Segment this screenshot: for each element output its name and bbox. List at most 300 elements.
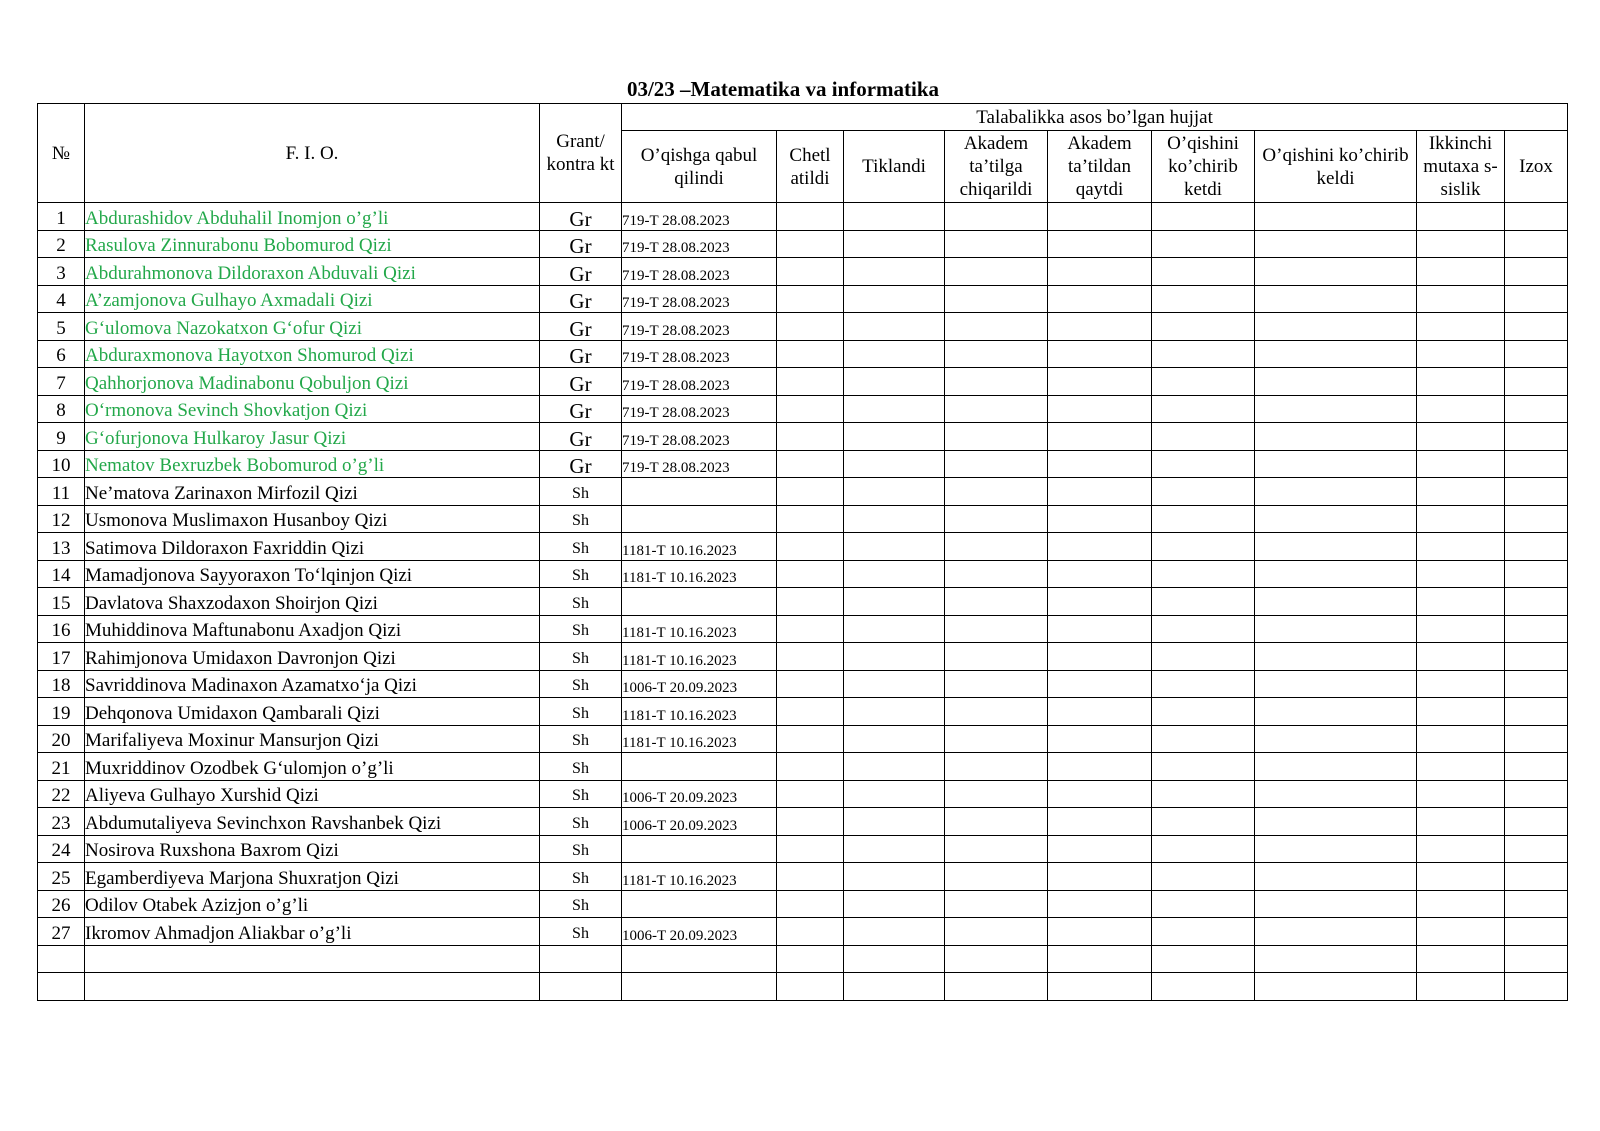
empty-cell [777, 973, 844, 1001]
empty-cell [1152, 670, 1255, 698]
table-row [38, 725, 1568, 753]
empty-cell [1152, 230, 1255, 258]
empty-cell [1417, 423, 1505, 451]
grant-status: Sh [540, 505, 622, 533]
empty-cell [1152, 285, 1255, 313]
empty-cell [1255, 423, 1417, 451]
empty-cell [1152, 890, 1255, 918]
empty-cell [1417, 478, 1505, 506]
grant-status: Gr [540, 285, 622, 313]
table-row [38, 340, 1568, 368]
empty-cell [777, 698, 844, 726]
empty-cell [945, 615, 1048, 643]
row-number: 7 [38, 368, 85, 396]
student-name: Abduraxmonova Hayotxon Shomurod Qizi [85, 340, 540, 368]
student-name: O‘rmonova Sevinch Shovkatjon Qizi [85, 395, 540, 423]
empty-cell [777, 890, 844, 918]
row-number: 4 [38, 285, 85, 313]
empty-cell [945, 395, 1048, 423]
empty-cell [1255, 780, 1417, 808]
empty-cell [1505, 945, 1568, 973]
row-number: 21 [38, 753, 85, 781]
empty-cell [1505, 368, 1568, 396]
header-fio: F. I. O. [85, 104, 540, 203]
row-number: 11 [38, 478, 85, 506]
student-name [85, 973, 540, 1001]
admission-order: 1181-T 10.16.2023 [622, 863, 777, 891]
empty-cell [1152, 588, 1255, 616]
empty-cell [1417, 643, 1505, 671]
empty-cell [1152, 258, 1255, 286]
empty-cell [844, 285, 945, 313]
row-number: 8 [38, 395, 85, 423]
empty-cell [1417, 863, 1505, 891]
empty-cell [945, 670, 1048, 698]
empty-cell [777, 588, 844, 616]
empty-cell [1152, 203, 1255, 231]
grant-status: Gr [540, 450, 622, 478]
row-number: 22 [38, 780, 85, 808]
empty-cell [1417, 340, 1505, 368]
empty-cell [777, 725, 844, 753]
row-number: 9 [38, 423, 85, 451]
empty-cell [1255, 285, 1417, 313]
grant-status: Gr [540, 258, 622, 286]
row-number: 1 [38, 203, 85, 231]
empty-cell [1048, 230, 1152, 258]
empty-cell [1255, 478, 1417, 506]
empty-cell [777, 753, 844, 781]
student-name: Usmonova Muslimaxon Husanboy Qizi [85, 505, 540, 533]
table-row [38, 203, 1568, 231]
empty-cell [844, 753, 945, 781]
grant-status: Sh [540, 863, 622, 891]
table-row [38, 285, 1568, 313]
empty-cell [945, 780, 1048, 808]
empty-cell [1505, 615, 1568, 643]
empty-cell [945, 533, 1048, 561]
empty-cell [1255, 753, 1417, 781]
empty-cell [1505, 835, 1568, 863]
header-expelled: Chetl atildi [777, 131, 844, 203]
student-name: Qahhorjonova Madinabonu Qobuljon Qizi [85, 368, 540, 396]
row-number: 16 [38, 615, 85, 643]
empty-cell [1255, 450, 1417, 478]
admission-order: 719-T 28.08.2023 [622, 230, 777, 258]
student-name: Savriddinova Madinaxon Azamatxo‘ja Qizi [85, 670, 540, 698]
student-name: G‘ofurjonova Hulkaroy Jasur Qizi [85, 423, 540, 451]
student-name: A’zamjonova Gulhayo Axmadali Qizi [85, 285, 540, 313]
empty-cell [1152, 780, 1255, 808]
empty-cell [1152, 643, 1255, 671]
table-row [38, 918, 1568, 946]
empty-cell [1048, 450, 1152, 478]
empty-cell [1255, 368, 1417, 396]
empty-cell [844, 808, 945, 836]
empty-cell [1152, 505, 1255, 533]
empty-cell [844, 340, 945, 368]
grant-status: Sh [540, 615, 622, 643]
empty-cell [945, 505, 1048, 533]
empty-cell [1152, 863, 1255, 891]
empty-cell [1048, 423, 1152, 451]
grant-status: Sh [540, 560, 622, 588]
empty-cell [945, 478, 1048, 506]
empty-cell [1505, 505, 1568, 533]
student-name: Ne’matova Zarinaxon Mirfozil Qizi [85, 478, 540, 506]
empty-cell [777, 313, 844, 341]
empty-cell [844, 368, 945, 396]
empty-cell [945, 313, 1048, 341]
empty-cell [777, 203, 844, 231]
empty-cell [945, 588, 1048, 616]
empty-cell [1505, 423, 1568, 451]
table-row [38, 368, 1568, 396]
grant-status: Sh [540, 725, 622, 753]
admission-order: 1006-T 20.09.2023 [622, 808, 777, 836]
empty-cell [1255, 835, 1417, 863]
empty-cell [1417, 918, 1505, 946]
grant-status: Sh [540, 478, 622, 506]
empty-cell [1505, 395, 1568, 423]
empty-cell [1048, 670, 1152, 698]
empty-cell [1152, 835, 1255, 863]
empty-cell [1255, 945, 1417, 973]
student-name: Abdurahmonova Dildoraxon Abduvali Qizi [85, 258, 540, 286]
grant-status: Sh [540, 753, 622, 781]
empty-cell [1417, 945, 1505, 973]
admission-order: 719-T 28.08.2023 [622, 258, 777, 286]
empty-cell [844, 203, 945, 231]
table-row [38, 533, 1568, 561]
empty-cell [1417, 203, 1505, 231]
empty-cell [1152, 945, 1255, 973]
empty-cell [844, 615, 945, 643]
admission-order [622, 478, 777, 506]
header-admitted: O’qishga qabul qilindi [622, 131, 777, 203]
header-document-group: Talabalikka asos bo’lgan hujjat [622, 104, 1568, 131]
empty-cell [1505, 230, 1568, 258]
empty-cell [1417, 835, 1505, 863]
table-row [38, 505, 1568, 533]
grant-status: Sh [540, 835, 622, 863]
row-number [38, 973, 85, 1001]
empty-cell [777, 780, 844, 808]
empty-cell [1255, 560, 1417, 588]
table-row [38, 753, 1568, 781]
empty-cell [945, 698, 1048, 726]
empty-cell [844, 505, 945, 533]
grant-status: Sh [540, 780, 622, 808]
row-number: 10 [38, 450, 85, 478]
admission-order [622, 973, 777, 1001]
empty-cell [777, 505, 844, 533]
student-name: Nosirova Ruxshona Baxrom Qizi [85, 835, 540, 863]
header-transferred-in: O’qishini ko’chirib keldi [1255, 131, 1417, 203]
empty-cell [1417, 588, 1505, 616]
admission-order [622, 945, 777, 973]
empty-cell [1255, 533, 1417, 561]
table-row [38, 835, 1568, 863]
empty-cell [1505, 918, 1568, 946]
empty-cell [1505, 753, 1568, 781]
empty-cell [1255, 505, 1417, 533]
empty-cell [844, 890, 945, 918]
empty-cell [777, 478, 844, 506]
student-name: G‘ulomova Nazokatxon G‘ofur Qizi [85, 313, 540, 341]
admission-order: 719-T 28.08.2023 [622, 395, 777, 423]
empty-cell [844, 863, 945, 891]
grant-status: Sh [540, 643, 622, 671]
empty-cell [1255, 313, 1417, 341]
empty-cell [1048, 973, 1152, 1001]
grant-status: Gr [540, 203, 622, 231]
admission-order: 1006-T 20.09.2023 [622, 780, 777, 808]
empty-cell [1505, 340, 1568, 368]
empty-cell [1255, 698, 1417, 726]
row-number: 13 [38, 533, 85, 561]
admission-order: 719-T 28.08.2023 [622, 203, 777, 231]
admission-order [622, 890, 777, 918]
student-name: Mamadjonova Sayyoraxon To‘lqinjon Qizi [85, 560, 540, 588]
header-academic-leave: Akadem ta’tilga chiqarildi [945, 131, 1048, 203]
table-row [38, 863, 1568, 891]
student-name: Aliyeva Gulhayo Xurshid Qizi [85, 780, 540, 808]
row-number: 23 [38, 808, 85, 836]
empty-cell [945, 258, 1048, 286]
empty-cell [1505, 560, 1568, 588]
empty-cell [1048, 560, 1152, 588]
empty-cell [1255, 258, 1417, 286]
table-row [38, 698, 1568, 726]
table-row [38, 973, 1568, 1001]
empty-cell [1505, 203, 1568, 231]
empty-cell [1255, 890, 1417, 918]
table-row [38, 890, 1568, 918]
empty-cell [1048, 643, 1152, 671]
empty-cell [1255, 973, 1417, 1001]
row-number: 3 [38, 258, 85, 286]
empty-cell [1048, 203, 1152, 231]
empty-cell [1152, 725, 1255, 753]
empty-cell [945, 423, 1048, 451]
row-number: 26 [38, 890, 85, 918]
empty-cell [844, 313, 945, 341]
empty-cell [844, 423, 945, 451]
empty-cell [1152, 313, 1255, 341]
empty-cell [1048, 753, 1152, 781]
header-transferred-out: O’qishini ko’chirib ketdi [1152, 131, 1255, 203]
empty-cell [777, 230, 844, 258]
empty-cell [1048, 780, 1152, 808]
admission-order: 1181-T 10.16.2023 [622, 560, 777, 588]
empty-cell [1255, 230, 1417, 258]
empty-cell [1152, 918, 1255, 946]
empty-cell [844, 395, 945, 423]
table-row [38, 780, 1568, 808]
empty-cell [1152, 450, 1255, 478]
empty-cell [945, 890, 1048, 918]
empty-cell [1048, 478, 1152, 506]
admission-order: 1181-T 10.16.2023 [622, 698, 777, 726]
grant-status [540, 945, 622, 973]
student-name: Odilov Otabek Azizjon o’g’li [85, 890, 540, 918]
admission-order: 719-T 28.08.2023 [622, 368, 777, 396]
empty-cell [945, 368, 1048, 396]
empty-cell [945, 643, 1048, 671]
row-number: 27 [38, 918, 85, 946]
table-row [38, 670, 1568, 698]
empty-cell [1048, 808, 1152, 836]
empty-cell [1417, 808, 1505, 836]
empty-cell [1505, 808, 1568, 836]
empty-cell [1417, 505, 1505, 533]
admission-order: 719-T 28.08.2023 [622, 313, 777, 341]
row-number: 25 [38, 863, 85, 891]
admission-order: 719-T 28.08.2023 [622, 340, 777, 368]
empty-cell [945, 945, 1048, 973]
empty-cell [1417, 450, 1505, 478]
empty-cell [1417, 670, 1505, 698]
student-name [85, 945, 540, 973]
empty-cell [777, 615, 844, 643]
row-number: 24 [38, 835, 85, 863]
empty-cell [777, 808, 844, 836]
grant-status [540, 973, 622, 1001]
grant-status: Sh [540, 670, 622, 698]
admission-order: 1181-T 10.16.2023 [622, 615, 777, 643]
grant-status: Sh [540, 808, 622, 836]
header-restored: Tiklandi [844, 131, 945, 203]
empty-cell [1152, 340, 1255, 368]
empty-cell [777, 423, 844, 451]
student-table [37, 103, 1568, 1001]
empty-cell [945, 340, 1048, 368]
row-number [38, 945, 85, 973]
row-number: 18 [38, 670, 85, 698]
empty-cell [1255, 670, 1417, 698]
grant-status: Sh [540, 533, 622, 561]
student-name: Abdurashidov Abduhalil Inomjon o’g’li [85, 203, 540, 231]
empty-cell [1417, 973, 1505, 1001]
empty-cell [1505, 478, 1568, 506]
header-notes: Izox [1505, 131, 1568, 203]
grant-status: Sh [540, 698, 622, 726]
empty-cell [844, 918, 945, 946]
empty-cell [1048, 890, 1152, 918]
empty-cell [945, 450, 1048, 478]
empty-cell [1505, 725, 1568, 753]
empty-cell [777, 450, 844, 478]
table-row [38, 478, 1568, 506]
admission-order: 1181-T 10.16.2023 [622, 643, 777, 671]
admission-order: 1181-T 10.16.2023 [622, 725, 777, 753]
empty-cell [945, 753, 1048, 781]
empty-cell [1255, 340, 1417, 368]
empty-cell [1417, 313, 1505, 341]
empty-cell [777, 560, 844, 588]
empty-cell [1048, 588, 1152, 616]
empty-cell [1417, 533, 1505, 561]
empty-cell [1048, 505, 1152, 533]
empty-cell [1505, 698, 1568, 726]
empty-cell [1152, 395, 1255, 423]
row-number: 17 [38, 643, 85, 671]
empty-cell [945, 560, 1048, 588]
empty-cell [1255, 395, 1417, 423]
empty-cell [1255, 615, 1417, 643]
empty-cell [1417, 615, 1505, 643]
empty-cell [1048, 835, 1152, 863]
empty-cell [1048, 615, 1152, 643]
empty-cell [844, 643, 945, 671]
student-name: Muxriddinov Ozodbek G‘ulomjon o’g’li [85, 753, 540, 781]
admission-order: 1006-T 20.09.2023 [622, 670, 777, 698]
empty-cell [777, 368, 844, 396]
empty-cell [777, 670, 844, 698]
empty-cell [1255, 808, 1417, 836]
empty-cell [1505, 780, 1568, 808]
student-name: Davlatova Shaxzodaxon Shoirjon Qizi [85, 588, 540, 616]
empty-cell [777, 258, 844, 286]
empty-cell [1152, 615, 1255, 643]
empty-cell [844, 725, 945, 753]
empty-cell [945, 230, 1048, 258]
row-number: 6 [38, 340, 85, 368]
row-number: 14 [38, 560, 85, 588]
empty-cell [777, 835, 844, 863]
grant-status: Sh [540, 918, 622, 946]
header-academic-return: Akadem ta’tildan qaytdi [1048, 131, 1152, 203]
empty-cell [1255, 588, 1417, 616]
empty-cell [777, 340, 844, 368]
empty-cell [1505, 890, 1568, 918]
empty-cell [945, 973, 1048, 1001]
empty-cell [1417, 560, 1505, 588]
table-row [38, 643, 1568, 671]
admission-order [622, 835, 777, 863]
header-number: № [38, 104, 85, 203]
empty-cell [1048, 918, 1152, 946]
empty-cell [945, 203, 1048, 231]
table-row [38, 808, 1568, 836]
empty-cell [844, 533, 945, 561]
header-grant: Grant/ kontra kt [540, 104, 622, 203]
admission-order [622, 505, 777, 533]
empty-cell [1255, 643, 1417, 671]
table-row [38, 615, 1568, 643]
empty-cell [844, 973, 945, 1001]
empty-cell [1152, 808, 1255, 836]
empty-cell [945, 725, 1048, 753]
row-number: 20 [38, 725, 85, 753]
admission-order [622, 753, 777, 781]
empty-cell [1505, 533, 1568, 561]
empty-cell [1048, 945, 1152, 973]
empty-cell [1417, 753, 1505, 781]
row-number: 19 [38, 698, 85, 726]
empty-cell [844, 478, 945, 506]
admission-order: 719-T 28.08.2023 [622, 450, 777, 478]
table-row [38, 258, 1568, 286]
grant-status: Gr [540, 368, 622, 396]
empty-cell [1048, 725, 1152, 753]
student-name: Rahimjonova Umidaxon Davronjon Qizi [85, 643, 540, 671]
admission-order [622, 588, 777, 616]
empty-cell [844, 835, 945, 863]
student-name: Ikromov Ahmadjon Aliakbar o’g’li [85, 918, 540, 946]
empty-cell [777, 863, 844, 891]
